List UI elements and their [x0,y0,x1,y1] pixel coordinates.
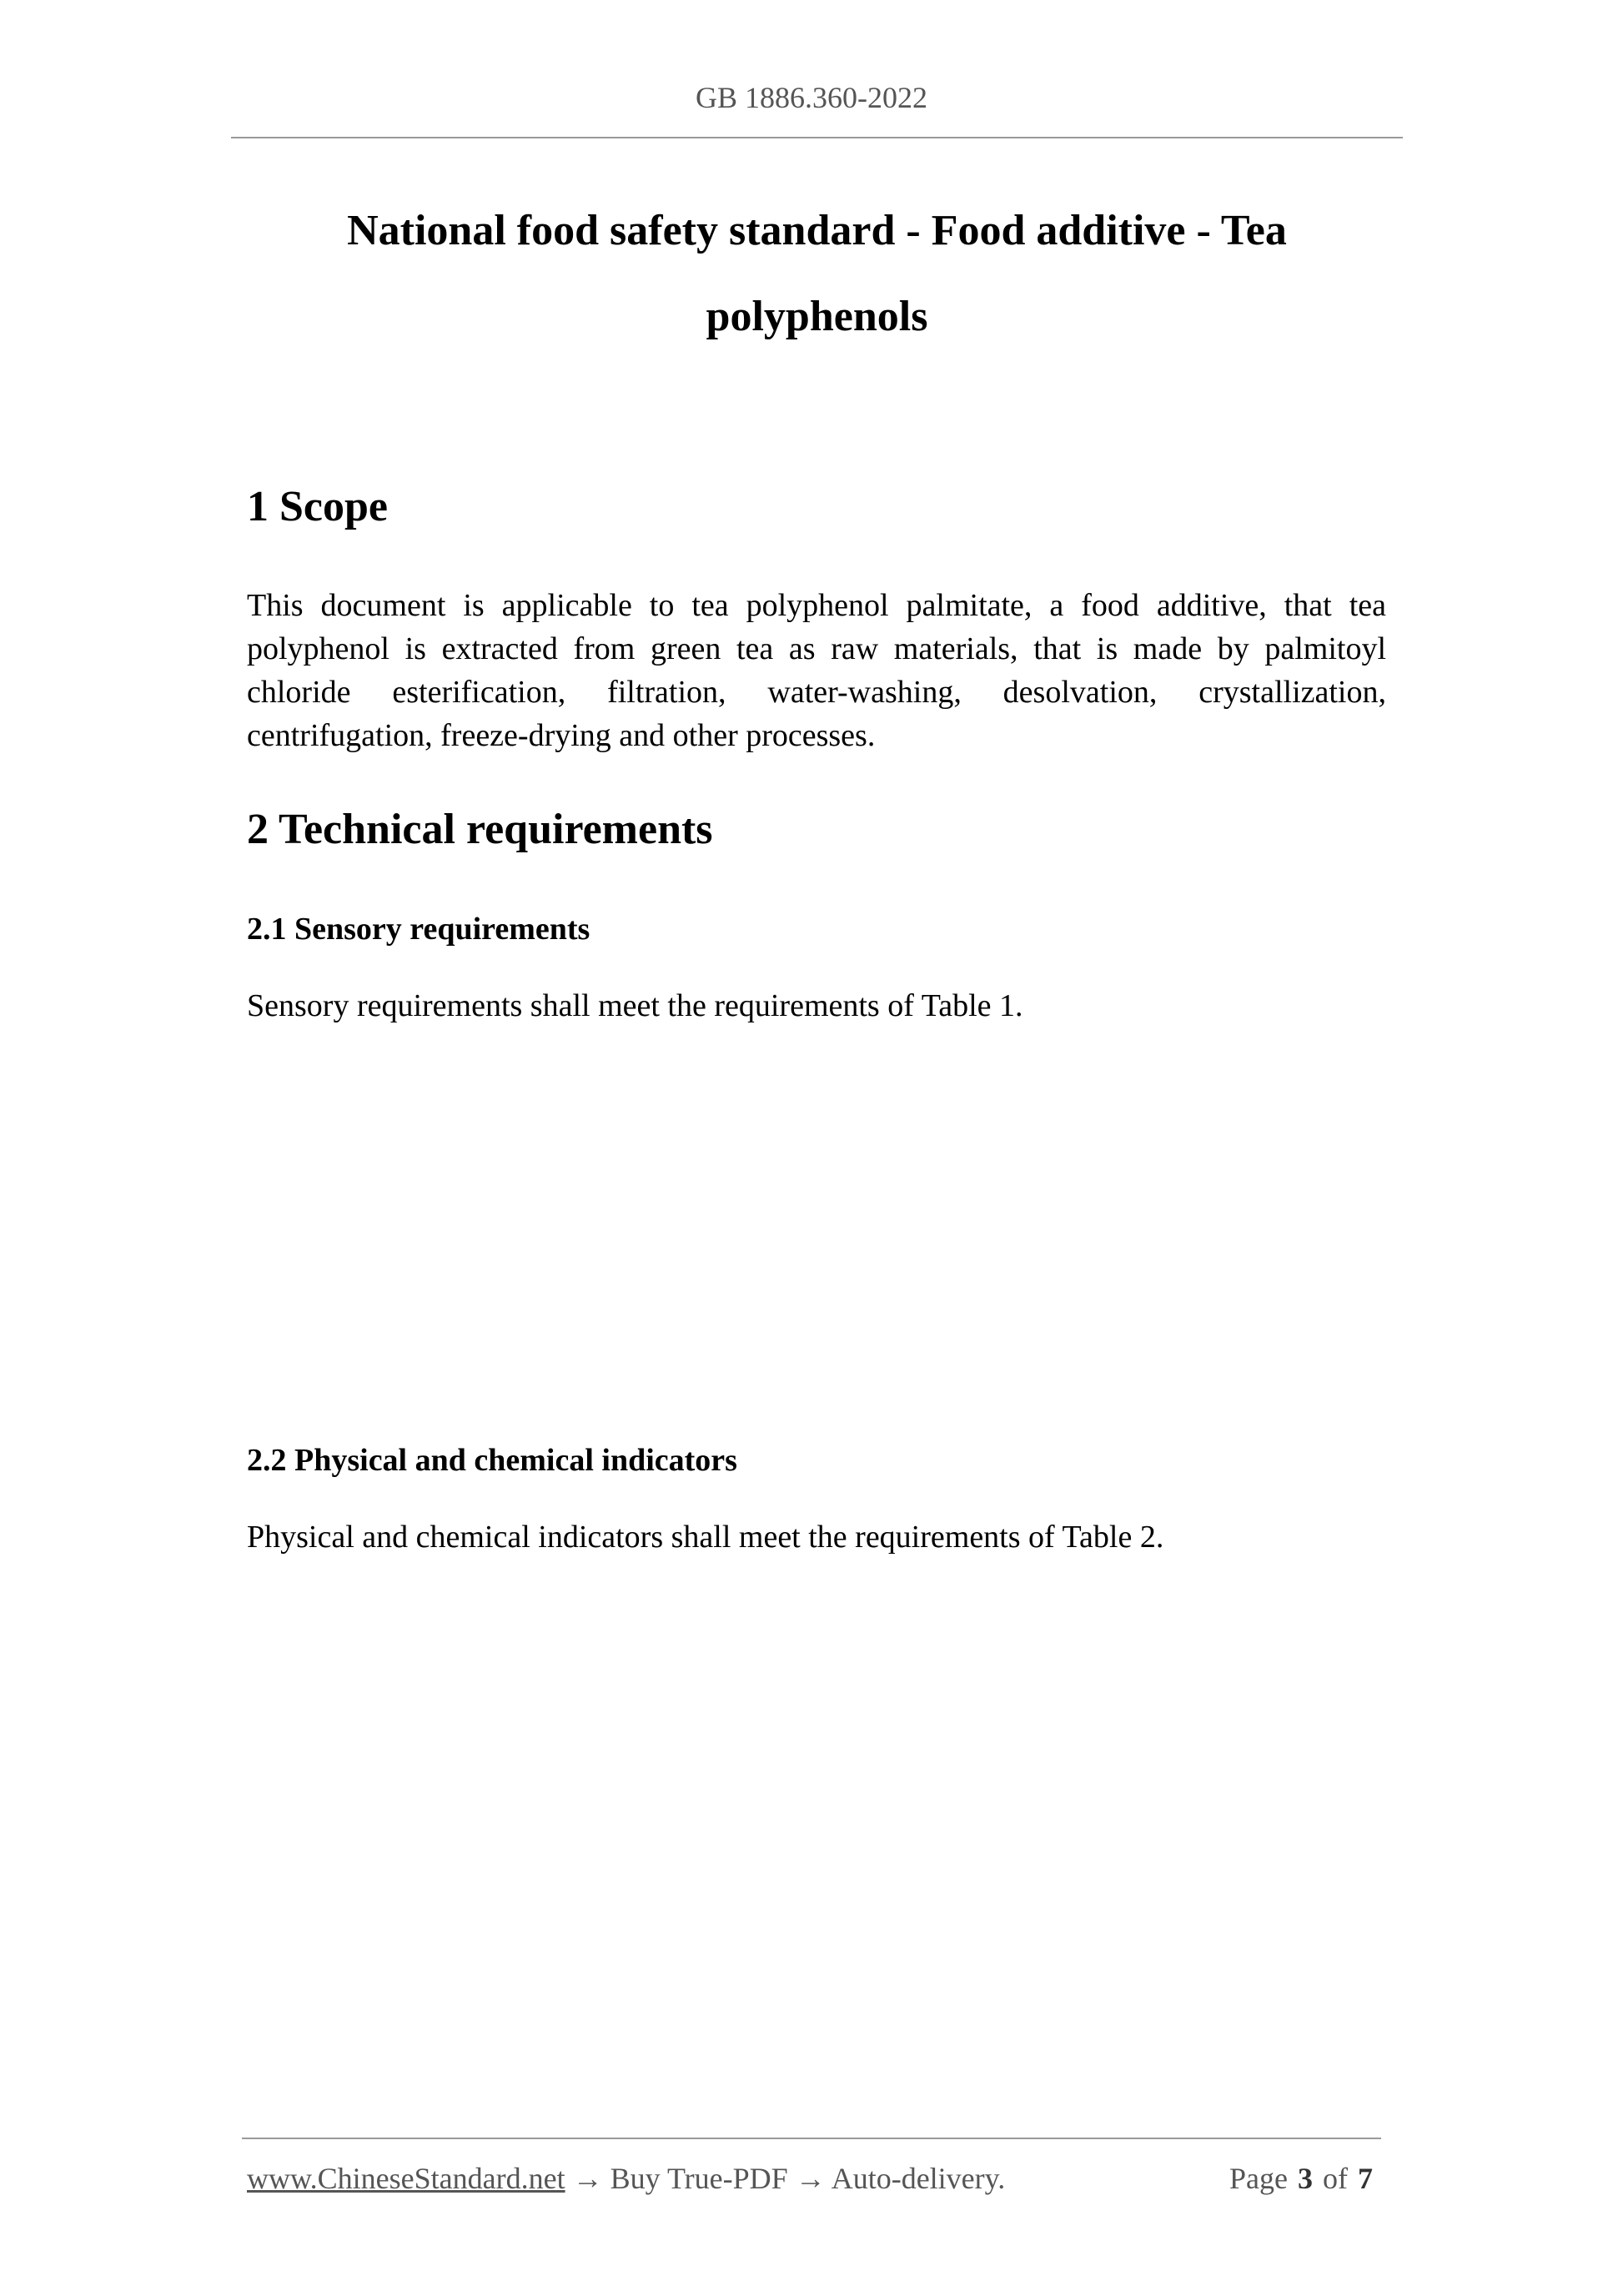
section-2-heading: 2 Technical requirements [247,806,713,853]
current-page: 3 [1298,2162,1313,2195]
section-2-2-heading: 2.2 Physical and chemical indicators [247,1443,737,1478]
page-label: Page [1229,2162,1288,2195]
section-2-1-body: Sensory requirements shall meet the requirements of Table 1. [247,988,1023,1023]
title-line-1: National food safety standard - Food additive - Tea [347,207,1287,254]
of-label: of [1323,2162,1348,2195]
document-code: GB 1886.360-2022 [696,81,927,114]
document-title [231,188,1403,359]
total-pages: 7 [1358,2162,1373,2195]
title-line-2: polyphenols [706,293,928,340]
section-2-1-heading: 2.1 Sensory requirements [247,912,590,947]
header-divider [231,137,1403,138]
arrow-right-icon: → [572,2162,603,2195]
auto-delivery-text: Auto-delivery. [831,2162,1006,2195]
section-1-body: This document is applicable to tea polyphenol palmitate, a food additive, that tea polyphenol is extracted from green tea as raw materials, that is made by palmitoyl chloride esterification, filtration, water-washing, desolvation, crystallization, centrifugation, freeze-drying and other processes. [247,588,1386,753]
footer-links [247,2160,1005,2197]
chinesestandard-link[interactable]: www.ChineseStandard.net [247,2162,565,2195]
footer-divider [242,2138,1381,2139]
buy-true-pdf-text: Buy True-PDF [610,2162,788,2195]
section-2-2-body: Physical and chemical indicators shall meet the requirements of Table 2. [247,1520,1164,1555]
section-1-heading: 1 Scope [247,483,388,530]
arrow-right-icon: → [795,2162,826,2195]
page-number [1229,2160,1373,2197]
